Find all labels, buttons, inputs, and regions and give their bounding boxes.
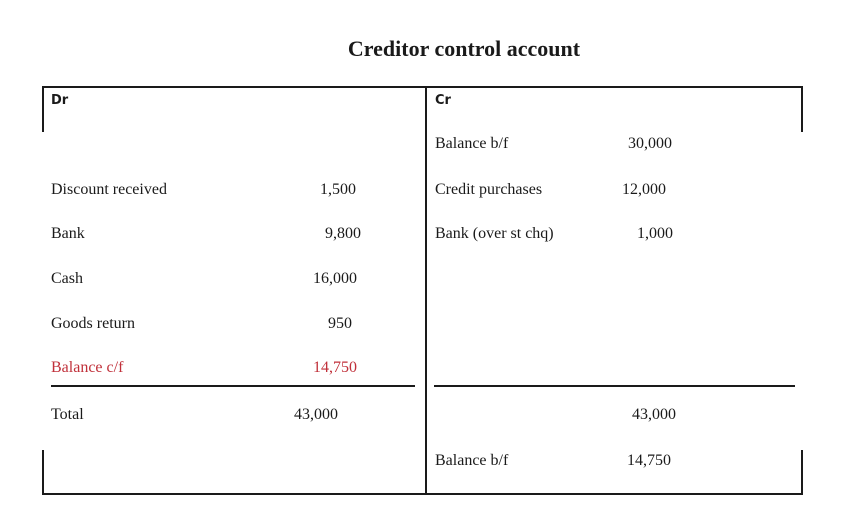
credit-row-label: Credit purchases: [435, 181, 543, 198]
credit-row-amount: 30,000: [628, 135, 672, 152]
credit-row-amount: 12,000: [622, 181, 666, 198]
bottom-border: [42, 493, 803, 495]
balance-cf-label: Balance c/f: [51, 359, 124, 376]
debit-total-rule: [51, 385, 415, 387]
credit-header: Cr: [435, 93, 451, 108]
left-border-lower: [42, 450, 44, 495]
credit-row-label: Bank (over st chq): [435, 225, 554, 242]
debit-header: Dr: [51, 93, 69, 108]
debit-row-label: Discount received: [51, 181, 167, 198]
top-border: [42, 86, 803, 88]
left-border-upper: [42, 86, 44, 132]
center-divider: [425, 86, 427, 495]
debit-row-amount: 950: [328, 315, 352, 332]
debit-row-label: Cash: [51, 270, 83, 287]
debit-row-amount: 1,500: [320, 181, 356, 198]
right-border-lower: [801, 450, 803, 495]
account-title: Creditor control account: [347, 36, 581, 61]
credit-total-rule: [434, 385, 795, 387]
debit-total-label: Total: [51, 406, 84, 423]
debit-row-amount: 16,000: [313, 270, 357, 287]
debit-row-label: Goods return: [51, 315, 135, 332]
credit-row-label: Balance b/f: [435, 135, 509, 152]
debit-row-label: Bank: [51, 225, 85, 242]
credit-closing-amount: 14,750: [627, 452, 671, 469]
debit-total-amount: 43,000: [294, 406, 338, 423]
balance-cf-amount: 14,750: [313, 359, 357, 376]
credit-row-amount: 1,000: [637, 225, 673, 242]
right-border-upper: [801, 86, 803, 132]
credit-closing-label: Balance b/f: [435, 452, 509, 469]
credit-total-amount: 43,000: [632, 406, 676, 423]
debit-row-amount: 9,800: [325, 225, 361, 242]
